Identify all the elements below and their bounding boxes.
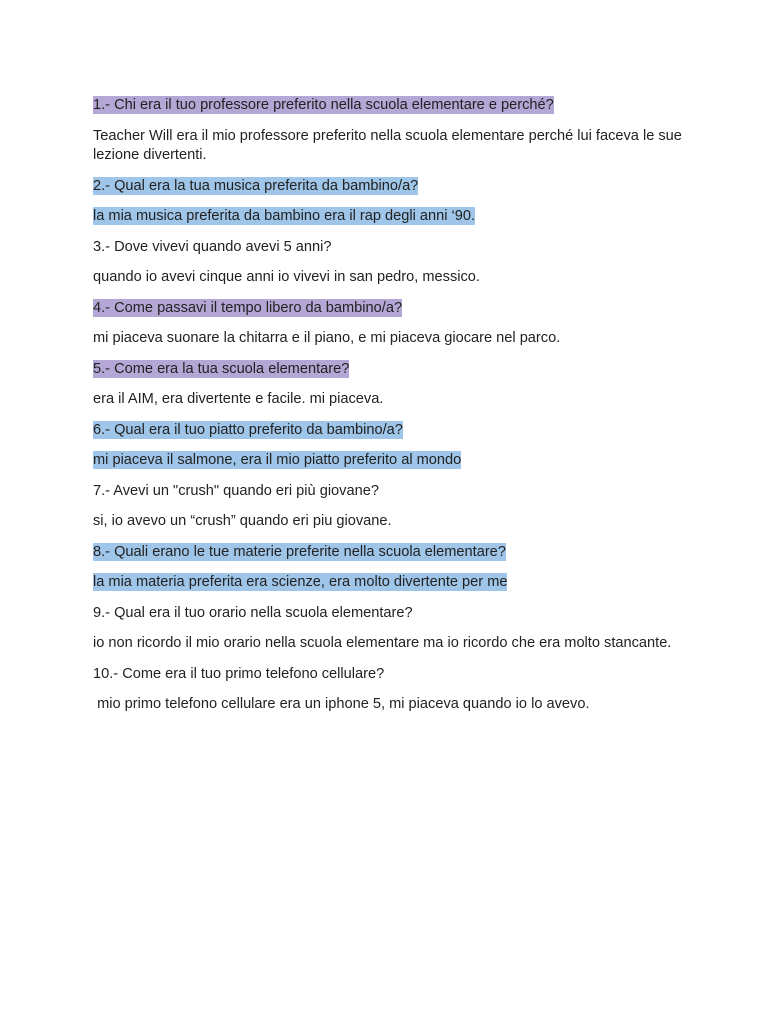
question-2 <box>93 177 693 197</box>
answer-2 <box>93 207 693 227</box>
answer-9-text: io non ricordo il mio orario nella scuola elementare ma io ricordo che era molto stancante. <box>93 635 672 651</box>
question-8-text: 8.- Quali erano le tue materie preferite nella scuola elementare? <box>93 543 506 560</box>
question-8 <box>93 543 693 563</box>
question-4 <box>93 299 693 319</box>
answer-5-text: era il AIM, era divertente e facile. mi piaceva. <box>93 391 384 407</box>
answer-1-text: Teacher Will era il mio professore preferito nella scuola elementare perché lui faceva le sue lezione divertenti. <box>93 127 686 163</box>
answer-7-text: si, io avevo un “crush” quando eri piu giovane. <box>93 513 392 529</box>
question-9 <box>93 604 693 624</box>
answer-3-text: quando io avevi cinque anni io vivevi in san pedro, messico. <box>93 269 480 285</box>
answer-4-text: mi piaceva suonare la chitarra e il piano, e mi piaceva giocare nel parco. <box>93 330 561 346</box>
answer-9 <box>93 634 693 654</box>
answer-8 <box>93 573 693 593</box>
answer-3 <box>93 268 693 288</box>
question-9-text: 9.- Qual era il tuo orario nella scuola elementare? <box>93 604 413 621</box>
question-6-text: 6.- Qual era il tuo piatto preferito da bambino/a? <box>93 421 403 438</box>
answer-2-text: la mia musica preferita da bambino era il rap degli anni ‘90. <box>93 208 476 224</box>
question-1 <box>93 96 693 116</box>
question-3 <box>93 238 693 258</box>
answer-8-text: la mia materia preferita era scienze, era molto divertente per me <box>93 574 508 590</box>
answer-1 <box>93 127 693 166</box>
question-3-text: 3.- Dove vivevi quando avevi 5 anni? <box>93 238 332 255</box>
question-1-text: 1.- Chi era il tuo professore preferito nella scuola elementare e perché? <box>93 97 554 113</box>
question-10 <box>93 665 693 685</box>
answer-4 <box>93 329 693 349</box>
question-5-text: 5.- Come era la tua scuola elementare? <box>93 360 350 377</box>
answer-7 <box>93 512 693 532</box>
question-6 <box>93 421 693 441</box>
question-2-text: 2.- Qual era la tua musica preferita da bambino/a? <box>93 177 419 194</box>
question-10-text: 10.- Come era il tuo primo telefono cellulare? <box>93 665 385 682</box>
question-7-text: 7.- Avevi un "crush" quando eri più giovane? <box>93 482 379 499</box>
answer-10-text: mio primo telefono cellulare era un iphone 5, mi piaceva quando io lo avevo. <box>93 696 590 712</box>
question-4-text: 4.- Come passavi il tempo libero da bambino/a? <box>93 299 403 316</box>
answer-6-text: mi piaceva il salmone, era il mio piatto preferito al mondo <box>93 452 462 468</box>
answer-6 <box>93 451 693 471</box>
answer-5 <box>93 390 693 410</box>
answer-10 <box>93 695 693 715</box>
question-7 <box>93 482 693 502</box>
question-5 <box>93 360 693 380</box>
document-body <box>93 96 693 726</box>
